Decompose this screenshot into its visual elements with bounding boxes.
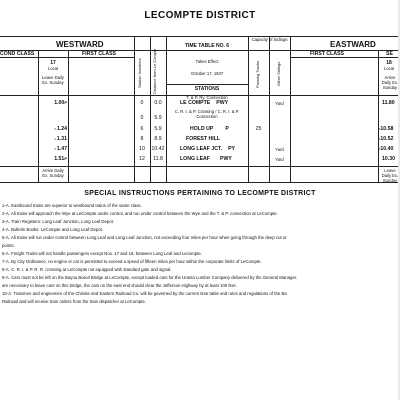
station-name-row-4: FOREST HILL [186, 136, 221, 142]
east-time-row-4: •10.52 [379, 136, 394, 142]
capacity-split-rule [269, 50, 270, 95]
eastward-train-note: Arrive Daily Ex. Sunday [381, 75, 399, 90]
station-name-row-5: LONG LEAF JCT. PY [180, 146, 235, 152]
other-sidings-header: Other Sidings [276, 61, 281, 87]
instruction-line: are necessary to leave cars on this bridge, the cars on the east end should clear the Jefferson Highway by at least 100 feet. [2, 283, 237, 288]
station-number-row-5: 10 [139, 146, 145, 152]
instruction-line: 1-A. Eastbound trains are superior to westbound trains of the same class. [2, 203, 142, 208]
distance-row-4: 8.9 [154, 136, 162, 142]
station-name-row-6: LONG LEAF PWY [180, 156, 232, 162]
westward-label: WESTWARD [56, 40, 104, 49]
distance-row-6: 11.8 [153, 156, 163, 162]
westward-second-class-label: COND CLASS [0, 51, 35, 57]
east-time-row-1: 11.80 [382, 100, 395, 106]
page-title: LECOMPTE DISTRICT [144, 10, 256, 21]
distance-row-3: 5.9 [154, 126, 162, 132]
west-time-row-6: 1.51P [54, 156, 67, 162]
eastward-first-class-label: FIRST CLASS [310, 51, 345, 57]
westward-arrive-note: Arrive Daily Ex. Sunday [42, 168, 64, 178]
stations-header: STATIONS [194, 86, 220, 92]
col-rule [68, 50, 69, 182]
eastward-train-number: 18 [386, 60, 392, 66]
station-number-row-3: 6 [140, 126, 144, 132]
other-siding-row-1: Yard [275, 101, 284, 106]
connection-note-row-2: C. R. I. & P. Crossing / C. R. I. & P. Connection [174, 109, 240, 119]
distance-row-1: 0.0 [154, 100, 162, 106]
west-time-row-5: • 1.47 [54, 146, 67, 152]
instruction-line: 3-A. Train Registers: Long Leaf Junction, Long Leaf Depot. [2, 219, 115, 224]
takes-effect: Takes Effect [195, 59, 219, 64]
instruction-line: 6-A. Freight Trains will not handle passengers except Nos. 17 and 18, between Long Leaf and Lecompte. [2, 251, 202, 256]
eastward-label: EASTWARD [330, 40, 376, 49]
station-number-row-1: 0 [140, 100, 144, 106]
instruction-line: 8-A. C. R. I. & P. R. R. crossing at LeCompte not equipped with standard gate and signal. [2, 267, 172, 272]
station-numbers-header: Station Numbers [137, 58, 142, 88]
east-time-row-6: 10.30 [382, 156, 395, 162]
instruction-line: 7-A. By City Ordinance, no engine or car is permitted to exceed a speed of fifteen miles per hour within the corporate limits of LeCompte. [2, 259, 262, 264]
table-footer-rule [0, 182, 400, 183]
eastward-leave-note: Leave Daily Ex. Sunday [381, 168, 399, 183]
east-time-row-3: •10.58 [379, 126, 394, 132]
distance-row-2: 5.9 [154, 115, 162, 121]
station-name-row-1: LE COMPTE PWY [180, 100, 229, 106]
instruction-line: 10-A. Trainmen and enginemen of the Christie and Eastern Railroad Co. will be governed by the current time table and rules and regulations of the Ba [2, 291, 287, 296]
instruction-line: Railroad and will receive train orders from the train dispatcher at LeCompte. [2, 299, 147, 304]
other-siding-row-6: Yard [275, 157, 284, 162]
westward-first-class-label: FIRST CLASS [82, 51, 117, 57]
east-time-row-5: •10.40 [379, 146, 394, 152]
table-subheader-rule-right [290, 57, 400, 58]
other-siding-row-5: Yard [275, 147, 284, 152]
connection-note-row-1: T. & P. Ry. Connection [186, 95, 228, 100]
instruction-line: points. [2, 243, 15, 248]
station-number-row-2: 0 [140, 115, 144, 121]
distance-row-5: 10.42 [151, 146, 165, 152]
instruction-line: 9-A. Cars must not be left on the Bayou Boeuf Bridge at LeCompte, except loaded cars for the Urania Lumber Company delivered by the General Manager. [2, 275, 298, 280]
westward-train-note: Leave Daily Ex. Sunday [42, 75, 64, 85]
capacity-row-3: 25 [255, 126, 262, 132]
eastward-second-class-label: SE [386, 51, 393, 57]
col-rule [248, 36, 249, 182]
stations-header-rule [166, 84, 248, 85]
instruction-line: 4-A. Bulletin Books: LeCompte and Long Leaf Depot. [2, 227, 104, 232]
west-time-row-1: 1.00P [54, 100, 67, 106]
eastward-train-type: Local [383, 66, 394, 71]
instruction-line: 5-A. All trains will run under control between Long Leaf and Long Leaf Junction, not exceeding four miles per hour when going through the deep cut or [2, 235, 287, 240]
table-body-bottom-rule [0, 166, 400, 167]
instructions-title: SPECIAL INSTRUCTIONS PERTAINING TO LECOMPTE DISTRICT [84, 190, 316, 197]
col-rule [290, 36, 291, 182]
capacity-header: Capacity of Sidings [251, 37, 288, 42]
station-number-row-4: 8 [140, 136, 144, 142]
effective-date: October 17, 1937 [190, 71, 224, 76]
station-number-row-6: 12 [139, 156, 145, 162]
west-time-row-4: • 1.31 [54, 136, 67, 142]
westward-train-number: 17 [50, 60, 56, 66]
timetable-title: TIME TABLE NO. 6 [184, 43, 230, 49]
distance-header: Distance from Le Compte [152, 48, 157, 94]
station-name-row-3: HOLD UP P [190, 126, 229, 132]
passing-tracks-header: Passing Tracks [255, 60, 260, 88]
table-top-rule [0, 36, 400, 37]
westward-train-type: Local [47, 66, 58, 71]
west-time-row-3: • 1.24 [54, 126, 67, 132]
instruction-line: 2-A. All trains will approach the Wye at LeCompte under control, and run under control between the Wye and the T. & P. connection at LeCompte. [2, 211, 278, 216]
